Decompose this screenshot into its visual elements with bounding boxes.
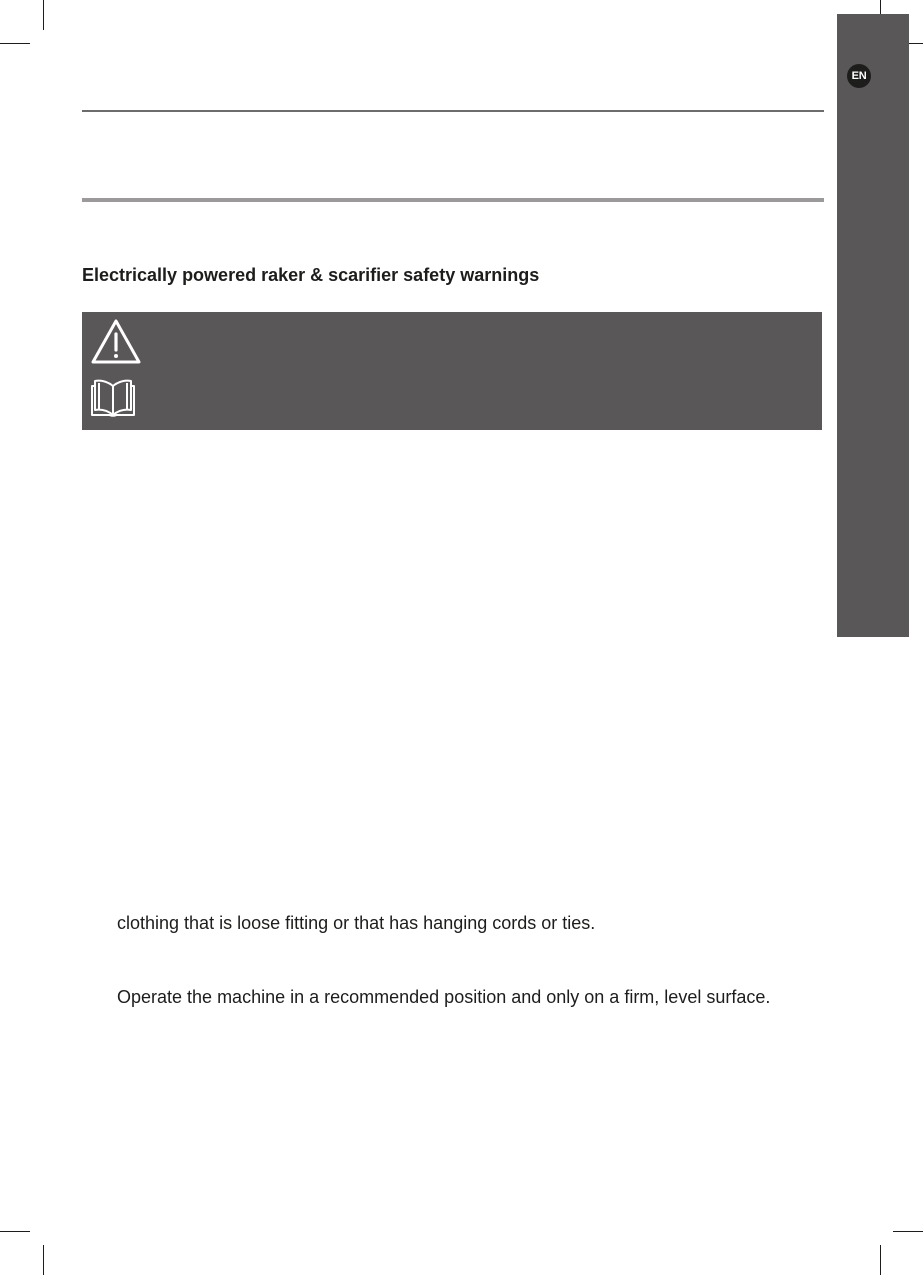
language-badge: EN <box>847 64 871 88</box>
body-text-line: clothing that is loose fitting or that has hanging cords or ties. <box>117 913 596 933</box>
section-heading: Electrically powered raker & scarifier safety warnings <box>82 265 540 285</box>
warning-triangle-icon <box>90 318 142 366</box>
crop-mark-bottom-right-vertical <box>880 1245 881 1275</box>
crop-mark-bottom-left-horizontal <box>0 1231 30 1232</box>
safety-warning-box <box>82 312 822 430</box>
header-top-rule <box>82 110 824 112</box>
body-text-line: Operate the machine in a recommended position and only on a firm, level surface. <box>117 987 771 1007</box>
crop-mark-top-left-vertical <box>43 0 44 30</box>
read-manual-book-icon <box>90 378 136 418</box>
crop-mark-bottom-right-horizontal <box>893 1231 923 1232</box>
language-side-tab <box>837 14 909 637</box>
crop-mark-top-left-horizontal <box>0 43 30 44</box>
crop-mark-bottom-left-vertical <box>43 1245 44 1275</box>
header-bottom-rule <box>82 198 824 202</box>
